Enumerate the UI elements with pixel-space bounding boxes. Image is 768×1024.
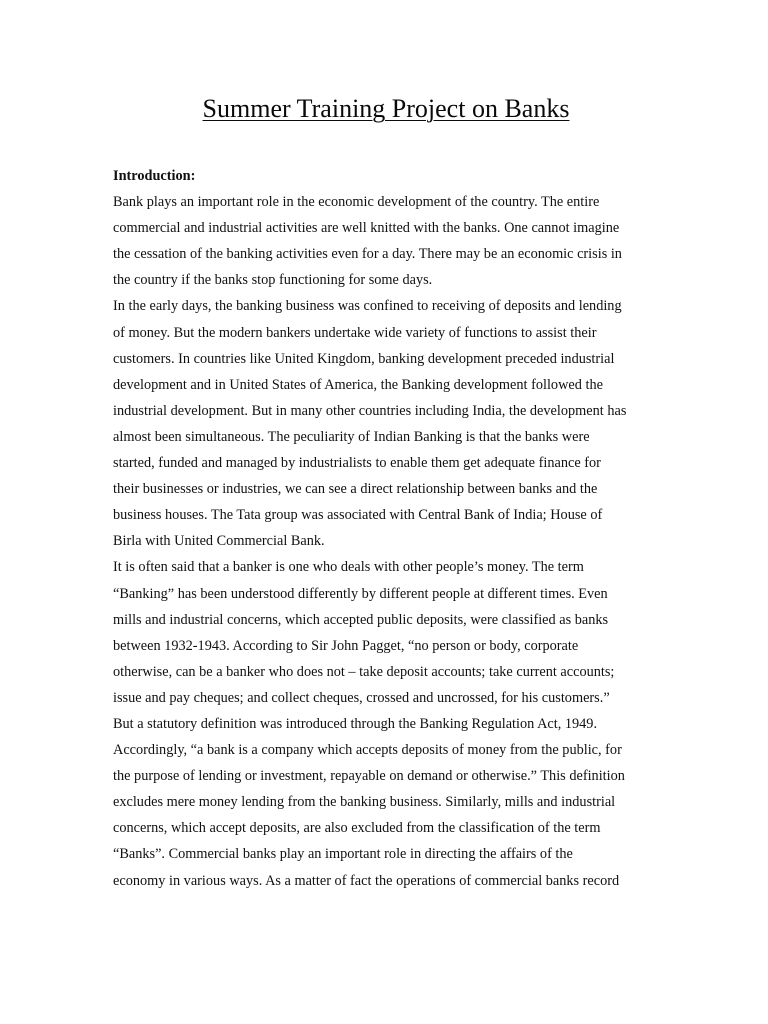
- text-line: started, funded and managed by industrialists to enable them get adequate finance for: [113, 455, 601, 472]
- text-line: excludes mere money lending from the banking business. Similarly, mills and industrial: [113, 794, 616, 811]
- text-line: almost been simultaneous. The peculiarity of Indian Banking is that the banks were: [113, 428, 590, 445]
- text-line: customers. In countries like United Kingdom, banking development preceded industrial: [113, 350, 615, 367]
- text-line: the country if the banks stop functioning for some days.: [113, 272, 433, 289]
- text-line: otherwise, can be a banker who does not – take deposit accounts; take current accounts;: [113, 663, 615, 680]
- text-line: issue and pay cheques; and collect cheques, crossed and uncrossed, for his customers.”: [113, 689, 610, 706]
- text-line: Birla with United Commercial Bank.: [113, 533, 325, 550]
- text-line: It is often said that a banker is one who deals with other people’s money. The term: [113, 559, 584, 576]
- text-line: their businesses or industries, we can see a direct relationship between banks and the: [113, 481, 598, 498]
- text-line: In the early days, the banking business was confined to receiving of deposits and lending: [113, 298, 622, 315]
- text-line: the purpose of lending or investment, repayable on demand or otherwise.” This definition: [113, 768, 625, 785]
- text-line: the cessation of the banking activities even for a day. There may be an economic crisis in: [113, 246, 622, 263]
- text-line: commercial and industrial activities are well knitted with the banks. One cannot imagine: [113, 220, 620, 237]
- text-line: between 1932-1943. According to Sir John Pagget, “no person or body, corporate: [113, 637, 579, 654]
- text-line: business houses. The Tata group was associated with Central Bank of India; House of: [113, 507, 603, 524]
- text-line: mills and industrial concerns, which accepted public deposits, were classified as banks: [113, 611, 609, 628]
- text-line: industrial development. But in many other countries including India, the development has: [113, 402, 627, 419]
- text-line: economy in various ways. As a matter of fact the operations of commercial banks record: [113, 872, 620, 889]
- document-title: Summer Training Project on Banks: [202, 94, 570, 123]
- document-body: [113, 163, 658, 894]
- text-line: concerns, which accept deposits, are also excluded from the classification of the term: [113, 820, 601, 837]
- text-line: Accordingly, “a bank is a company which accepts deposits of money from the public, for: [113, 742, 622, 759]
- text-line: “Banks”. Commercial banks play an important role in directing the affairs of the: [113, 846, 573, 863]
- text-line: Bank plays an important role in the economic development of the country. The entire: [113, 194, 600, 211]
- text-line: development and in United States of America, the Banking development followed the: [113, 376, 603, 393]
- text-line: of money. But the modern bankers undertake wide variety of functions to assist their: [113, 324, 597, 341]
- text-line: “Banking” has been understood differently by different people at different times. Even: [113, 585, 608, 602]
- text-line: But a statutory definition was introduced through the Banking Regulation Act, 1949.: [113, 715, 598, 732]
- section-heading: Introduction:: [113, 168, 196, 184]
